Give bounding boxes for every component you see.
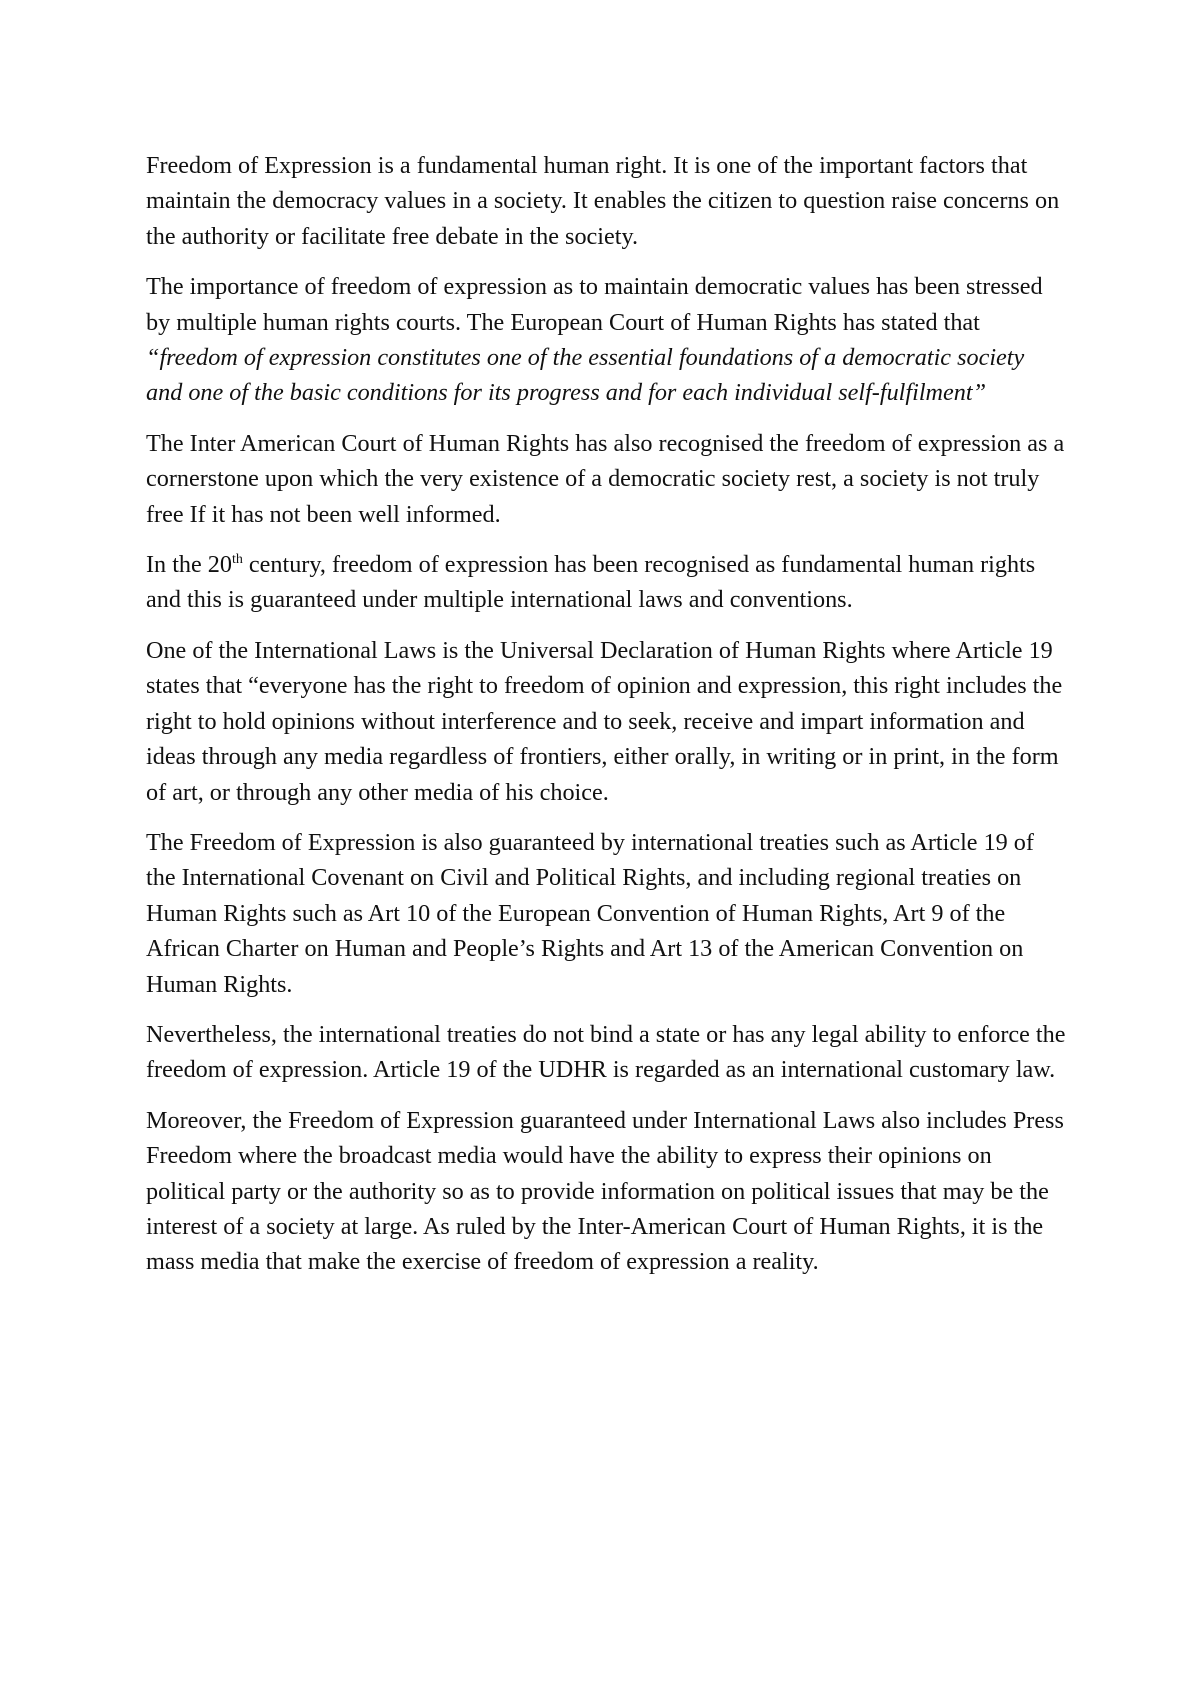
- paragraph-4: [146, 547, 1066, 618]
- document-body: [146, 148, 1066, 1295]
- paragraph-6: The Freedom of Expression is also guaranteed by international treaties such as Article 19 of the International Covenant on Civil and Political Rights, and including regional treaties on Human Rights such as Art 10 of the European Convention of Human Rights, Art 9 of the African Charter on Human and People’s Rights and Art 13 of the American Convention on Human Rights.: [146, 828, 1034, 998]
- paragraph-3: The Inter American Court of Human Rights has also recognised the freedom of expression as a cornerstone upon which the very existence of a democratic society rest, a society is not truly free If it has not been well informed.: [146, 429, 1065, 528]
- ordinal-superscript: th: [231, 552, 243, 567]
- paragraph-2-text: The importance of freedom of expression as to maintain democratic values has been stressed by multiple human rights courts. The European Court of Human Rights has stated that: [146, 273, 1043, 336]
- paragraph-2: [146, 269, 1066, 411]
- paragraph-8: Moreover, the Freedom of Expression guaranteed under International Laws also includes Press Freedom where the broadcast media would have the ability to express their opinions on political party or the authority so as to provide information on political issues that may be the interest of a society at large. As ruled by the Inter-American Court of Human Rights, it is the mass media that make the exercise of freedom of expression a reality.: [146, 1106, 1064, 1276]
- paragraph-1: Freedom of Expression is a fundamental human right. It is one of the important factors that maintain the democracy values in a society. It enables the citizen to question raise concerns on the authority or facilitate free debate in the society.: [146, 152, 1060, 250]
- paragraph-4-lead: In the 20: [146, 551, 232, 579]
- court-quote: “freedom of expression constitutes one of the essential foundations of a democratic society and one of the basic conditions for its progress and for each individual self-fulfilment”: [146, 344, 1025, 407]
- paragraph-5: One of the International Laws is the Universal Declaration of Human Rights where Article 19 states that “everyone has the right to freedom of opinion and expression, this right includes the right to hold opinions without interference and to seek, receive and impart information and ideas through any media regardless of frontiers, either orally, in writing or in print, in the form of art, or through any other media of his choice.: [146, 636, 1063, 806]
- paragraph-7: Nevertheless, the international treaties do not bind a state or has any legal ability to enforce the freedom of expression. Article 19 of the UDHR is regarded as an international customary law.: [146, 1020, 1066, 1084]
- paragraph-4-text: century, freedom of expression has been recognised as fundamental human rights and this is guaranteed under multiple international laws and conventions.: [146, 551, 1036, 614]
